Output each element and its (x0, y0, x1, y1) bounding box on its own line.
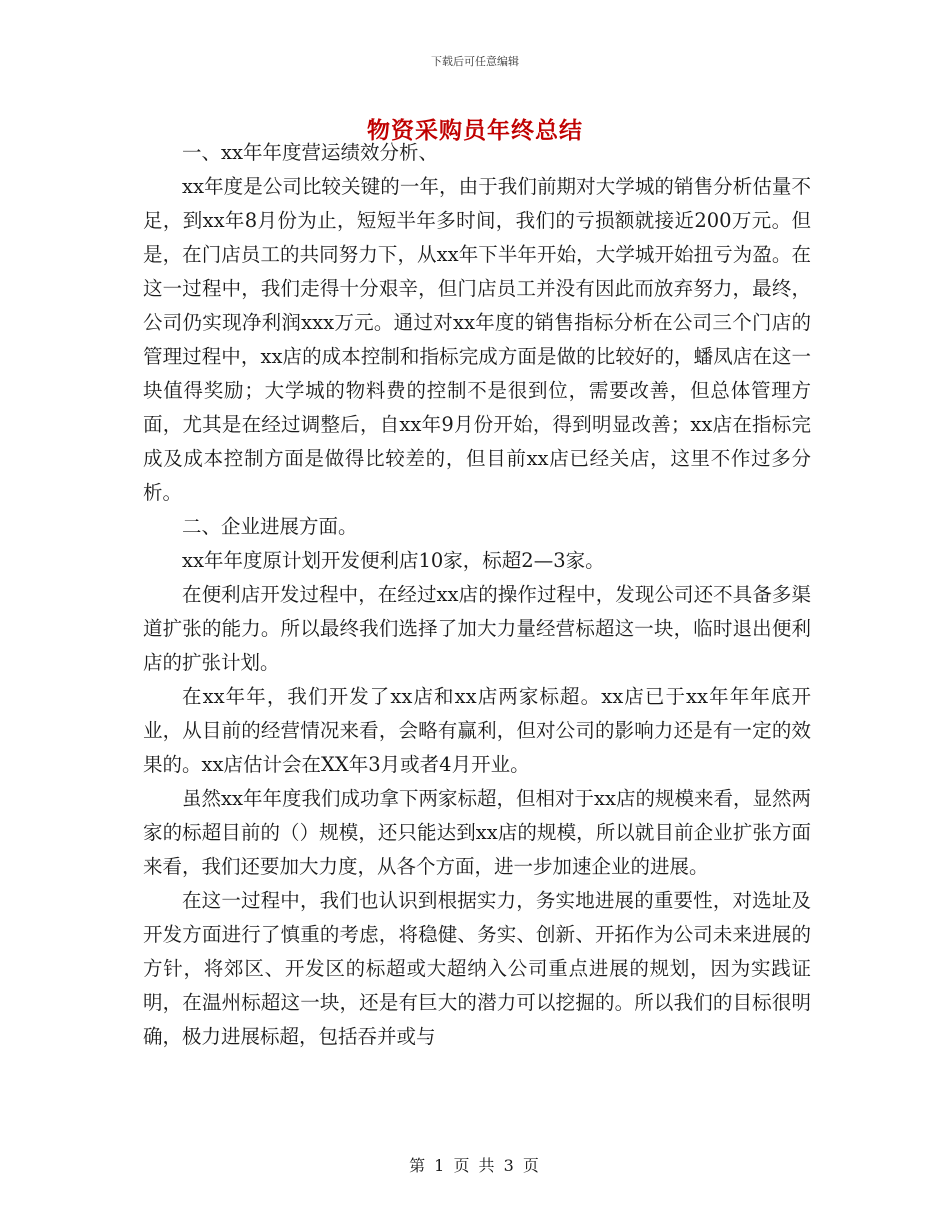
section-heading-2: 二、企业进展方面。 (182, 515, 358, 538)
document-body (143, 136, 811, 1054)
body-paragraph: 在便利店开发过程中，在经过xx店的操作过程中，发现公司还不具备多渠道扩张的能力。所以最终我们选择了加大力量经营标超这一块，临时退出便利店的扩张计划。 (143, 583, 811, 674)
body-paragraph: xx年年度原计划开发便利店10家，标超2—3家。 (182, 549, 605, 572)
page-number-footer: 第 1 页 共 3 页 (409, 1156, 541, 1175)
body-paragraph: 在这一过程中，我们也认识到根据实力，务实地进展的重要性，对选址及开发方面进行了慎重的考虑，将稳健、务实、创新、开拓作为公司未来进展的方针，将郊区、开发区的标超或大超纳入公司重点进展的规划，因为实践证明，在温州标超这一块，还是有巨大的潜力可以挖掘的。所以我们的目标很明确，极力进展标超，包括吞并或与 (143, 889, 811, 1048)
body-paragraph: 在xx年年，我们开发了xx店和xx店两家标超。xx店已于xx年年年底开业，从目前的经营情况来看，会略有赢利，但对公司的影响力还是有一定的效果的。xx店估计会在XX年3月或者4月开业。 (143, 685, 811, 776)
section-heading-1: 一、xx年年度营运绩效分析、 (182, 141, 438, 164)
body-paragraph: 虽然xx年年度我们成功拿下两家标超，但相对于xx店的规模来看，显然两家的标超目前的（）规模，还只能达到xx店的规模，所以就目前企业扩张方面来看，我们还要加大力度，从各个方面，进一步加速企业的进展。 (143, 787, 811, 878)
page-header-note: 下载后可任意编辑 (431, 55, 519, 68)
body-paragraph: xx年度是公司比较关键的一年，由于我们前期对大学城的销售分析估量不足，到xx年8月份为止，短短半年多时间，我们的亏损额就接近200万元。但是，在门店员工的共同努力下，从xx年下半年开始，大学城开始扭亏为盈。在这一过程中，我们走得十分艰辛，但门店员工并没有因此而放弃努力，最终，公司仍实现净利润xxx万元。通过对xx年度的销售指标分析在公司三个门店的管理过程中，xx店的成本控制和指标完成方面是做的比较好的，蟠凤店在这一块值得奖励；大学城的物料费的控制不是很到位，需要改善，但总体管理方面，尤其是在经过调整后，自xx年9月份开始，得到明显改善；xx店在指标完成及成本控制方面是做得比较差的，但目前xx店已经关店，这里不作过多分析。 (143, 175, 811, 504)
document-title: 物资采购员年终总结 (367, 117, 583, 144)
